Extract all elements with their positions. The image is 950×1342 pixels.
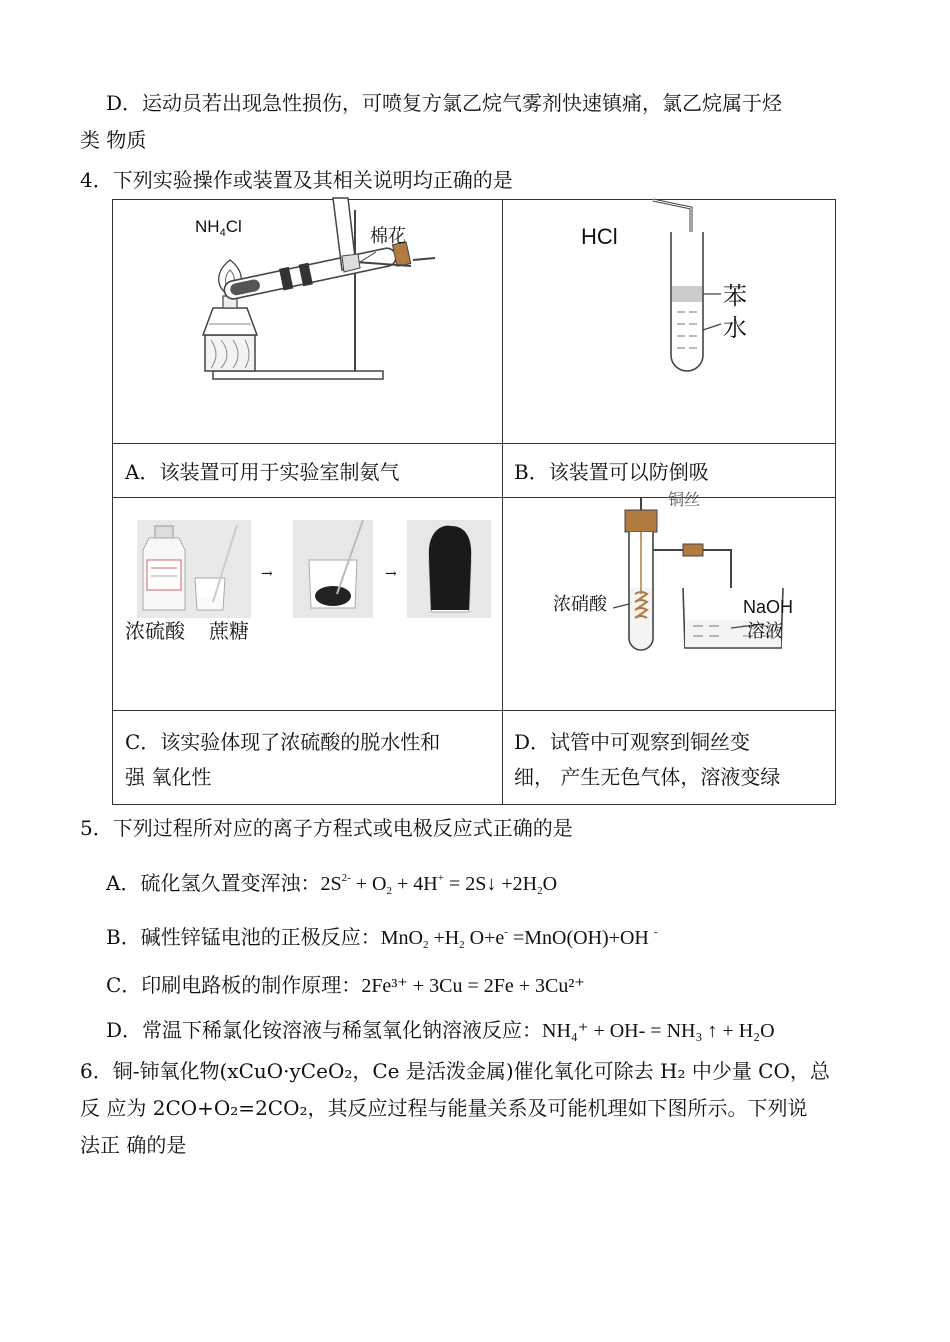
arrow-right: → bbox=[385, 566, 397, 582]
q5-option-b-label: B．碱性锌锰电池的正极反应： bbox=[106, 925, 381, 949]
q5-option-c-equation: 2Fe³⁺ + 3Cu = 2Fe + 3Cu²⁺ bbox=[361, 975, 585, 997]
q5-option-d-label: D．常温下稀氯化铵溶液与稀氢氧化钠溶液反应： bbox=[106, 1018, 543, 1042]
q5-option-b bbox=[106, 918, 658, 959]
q5-option-b-equation: $MnO_2 +H_2$ O+e- =MnO(OH)+OH - bbox=[380, 926, 658, 951]
table-divider-vertical bbox=[502, 200, 503, 804]
option-c-text-line1: C．该实验体现了浓硫酸的脱水性和 bbox=[125, 730, 441, 754]
option-b-text: B．该装置可以防倒吸 bbox=[514, 460, 709, 484]
figure-d-copper-nitric-apparatus bbox=[613, 498, 813, 658]
q6-stem-line2: 反 应为 2CO+O₂=2CO₂，其反应过程与能量关系及可能机理如下图所示。下列说 bbox=[80, 1096, 808, 1120]
q5-option-a bbox=[106, 864, 557, 905]
q3-option-d-line2: 类 物质 bbox=[80, 128, 147, 152]
table-divider bbox=[113, 443, 835, 444]
figure-c-photo-carbon bbox=[407, 520, 491, 618]
option-a-text: A．该装置可用于实验室制氨气 bbox=[125, 460, 400, 484]
figure-c-photo-bottle bbox=[137, 520, 251, 618]
arrow-right: → bbox=[261, 566, 273, 582]
q5-option-d-equation: NH₄⁺ + OH- = NH₃ ↑ + H₂O bbox=[542, 1020, 775, 1042]
label-hcl: HCl bbox=[581, 224, 618, 249]
label-conc-nitric-acid: 浓硝酸 bbox=[553, 594, 607, 615]
q5-stem: 5．下列过程所对应的离子方程式或电极反应式正确的是 bbox=[80, 816, 573, 840]
label-naoh: NaOH bbox=[743, 597, 794, 617]
q5-option-a-label: A．硫化氢久置变浑浊： bbox=[106, 871, 321, 895]
label-water: 水 bbox=[723, 314, 747, 342]
label-benzene: 苯 bbox=[723, 282, 747, 310]
label-nh4cl: $NH_4Cl$ bbox=[195, 217, 242, 239]
label-conc-sulfuric-acid: 浓硫酸 bbox=[125, 619, 185, 643]
figure-b-anti-suckback-tube bbox=[653, 200, 773, 375]
q4-stem: 4．下列实验操作或装置及其相关说明均正确的是 bbox=[80, 168, 513, 192]
option-c-text-line2: 强 氧化性 bbox=[125, 765, 212, 789]
option-d-text-line1: D．试管中可观察到铜丝变 bbox=[514, 730, 751, 754]
q3-option-d-line1: D．运动员若出现急性损伤，可喷复方氯乙烷气雾剂快速镇痛，氯乙烷属于烃 bbox=[106, 91, 783, 115]
q4-options-table bbox=[112, 199, 836, 805]
label-sucrose: 蔗糖 bbox=[209, 619, 249, 643]
q5-option-a-equation: $2S^{2-} + O_2 + 4H^+$ = 2S↓ $+2H_2O$ bbox=[320, 872, 558, 897]
q5-option-c-label: C．印刷电路板的制作原理： bbox=[106, 973, 362, 997]
label-copper-wire: 铜丝 bbox=[668, 490, 701, 509]
q5-option-d bbox=[106, 1016, 775, 1045]
q6-stem-line3: 法正 确的是 bbox=[80, 1133, 187, 1157]
figure-c-photo-beaker bbox=[293, 520, 373, 618]
label-cotton: 棉花 bbox=[370, 226, 406, 247]
q6-stem-line1: 6．铜-铈氧化物(xCuO·yCeO₂，Ce 是活泼金属)催化氧化可除去 H₂ 中少量 CO，总 bbox=[80, 1059, 830, 1083]
figure-a-inverted-tube bbox=[318, 198, 378, 288]
table-divider bbox=[113, 710, 835, 711]
option-d-text-line2: 细， 产生无色气体，溶液变绿 bbox=[514, 765, 781, 789]
q5-option-c bbox=[106, 971, 585, 1000]
label-solution: 溶液 bbox=[747, 621, 783, 642]
